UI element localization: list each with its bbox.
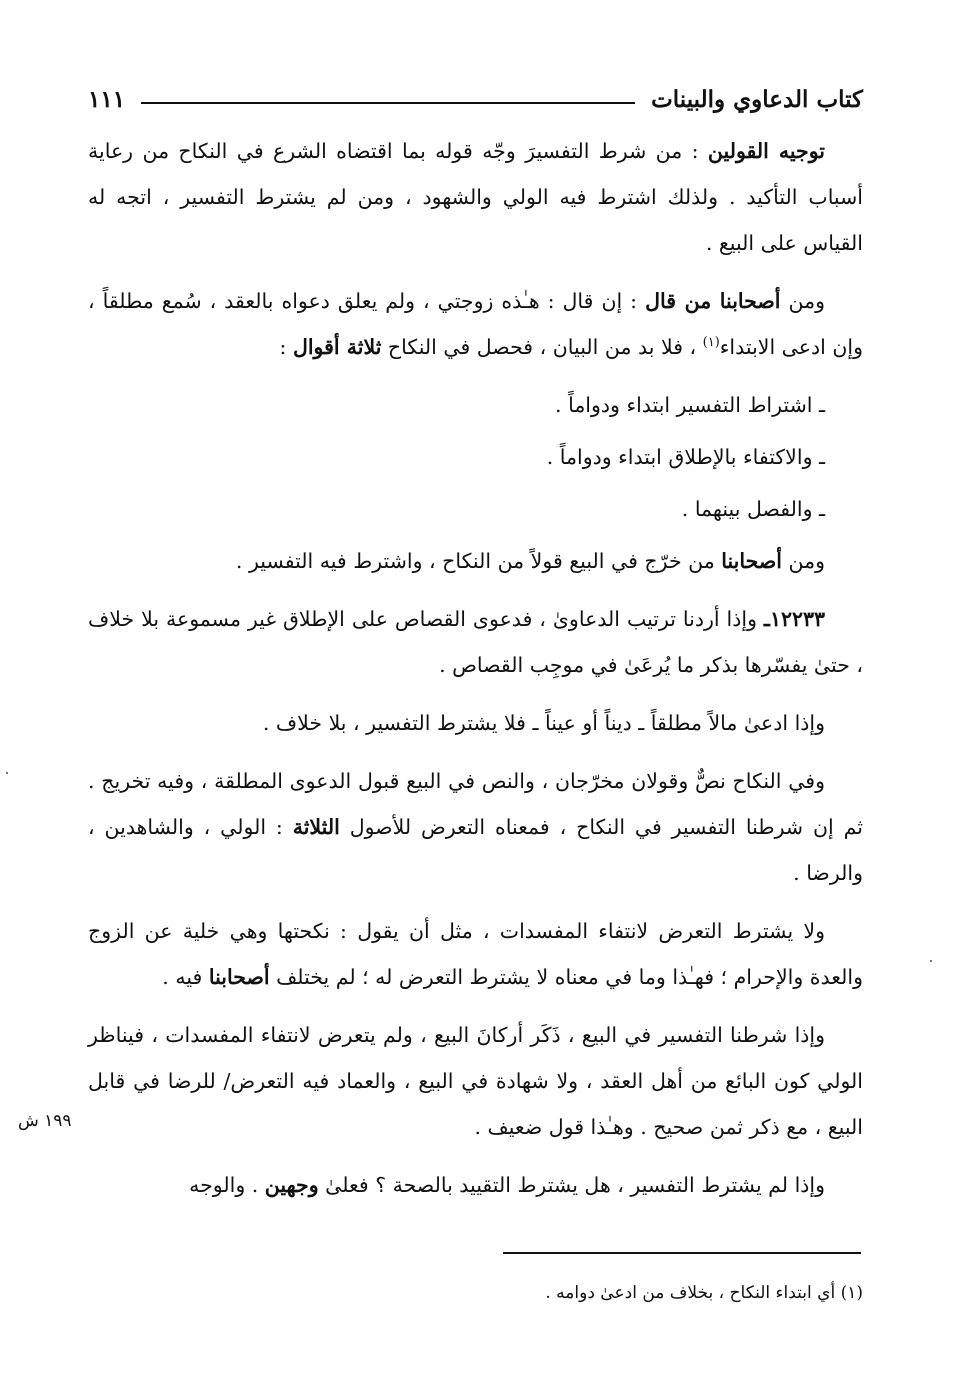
text-run: وإذا أردنا ترتيب الدعاوىٰ ، فدعوى القصاص على الإطلاق غير مسموعة بلا خلاف ، حتىٰ يفسّرها بذكر ما يُرعَىٰ في موجِب القصاص .: [88, 607, 863, 677]
list-item: ـ والاكتفاء بالإطلاق ابتداء ودواماً .: [546, 445, 825, 469]
paragraph-tawjih: [88, 128, 863, 266]
footnote-reference[interactable]: (١): [702, 335, 720, 351]
bold-run: وجهين: [264, 1173, 319, 1197]
paragraph-bay: وإذا شرطنا التفسير في البيع ، ذَكَر أركانَ البيع ، ولم يتعرض لانتفاء المفسدات ، فيناظر الولي كون البائع من أهل العقد ، ولا شهادة في البيع ، والعماد فيه التعرض/ للرضا في قابل البيع ، مع ذكر ثمن صحيح . وهـٰذا قول ضعيف .: [88, 1023, 863, 1139]
paragraph-last: [88, 1162, 863, 1208]
footnote-text: أي ابتداء النكاح ، بخلاف من ادعىٰ دوامه .: [545, 1283, 836, 1303]
text-run: وفي النكاح نصٌّ وقولان مخرّجان ، والنص في البيع قبول الدعوى المطلقة ، وفيه تخريج . ثم إن شرطنا التفسير في النكاح ، فمعناه التعرض للأصول: [88, 769, 863, 839]
section-paragraph: [88, 596, 863, 688]
text-run: :: [279, 335, 293, 359]
page-header: [88, 82, 863, 116]
text-run: : إن قال : هـٰذه زوجتي ، ولم يعلق دعواه بالعقد ، سُمع مطلقاً ، وإن ادعى الابتداء: [88, 289, 863, 359]
main-text: [88, 128, 863, 1220]
list-item: ـ اشتراط التفسير ابتداء ودواماً .: [555, 393, 825, 417]
text-run: . والوجه: [189, 1173, 265, 1197]
paragraph-text: : من شرط التفسيرَ وجّه قوله بما اقتضاه الشرع في النكاح من رعاية أسباب التأكيد . ولذلك اشترط فيه الولي والشهود ، ومن لم يشترط التفسير ، اتجه له القياس على البيع .: [88, 139, 863, 255]
paragraph-outcome: [88, 538, 863, 584]
scan-speck: [6, 772, 8, 774]
bold-run: أصحابنا: [208, 965, 270, 989]
text-run: ومن: [781, 549, 825, 573]
text-run: فيه .: [162, 965, 209, 989]
scan-speck: [930, 960, 932, 962]
bold-lead: توجيه القولين: [707, 139, 825, 163]
bold-run: أصحابنا: [721, 549, 782, 573]
header-rule: [141, 102, 635, 104]
text-run: : الولي ، والشاهدين ، والرضا .: [88, 815, 863, 885]
text-run: وإذا لم يشترط التفسير ، هل يشترط التقييد بالصحة ؟ فعلىٰ: [318, 1173, 825, 1197]
list-item: ـ والفصل بينهما .: [681, 497, 825, 521]
paragraph-ashabuna: [88, 278, 863, 370]
text-run: من خرّج في البيع قولاً من النكاح ، واشترط فيه التفسير .: [235, 549, 722, 573]
paragraph-nikah: [88, 758, 863, 896]
text-run: ومن: [780, 289, 825, 313]
footnote: [300, 1278, 863, 1308]
bold-run: ثلاثة أقوال: [292, 335, 382, 359]
footnote-rule: [503, 1252, 861, 1254]
running-title: كتاب الدعاوي والبينات: [651, 85, 863, 113]
paragraph-money: وإذا ادعىٰ مالاً مطلقاً ـ ديناً أو عيناً ـ فلا يشترط التفسير ، بلا خلاف .: [262, 711, 825, 735]
manuscript-folio-note: ١٩٩ ش: [18, 1111, 72, 1131]
text-run: ولا يشترط التعرض لانتفاء المفسدات ، مثل أن يقول : نكحتها وهي خلية عن الزوج والعدة والإحرام ؛ فهـٰذا وما في معناه لا يشترط التعرض له ؛ لم يختلف: [88, 919, 863, 989]
bold-run: أصحابنا من قال: [645, 289, 781, 313]
footnote-marker: (١): [840, 1283, 863, 1303]
bold-run: الثلاثة: [292, 815, 340, 839]
paragraph-mafasid: [88, 908, 863, 1000]
section-number: ١٢٢٣٣ـ: [763, 607, 825, 631]
text-run: ، فلا بد من البيان ، فحصل في النكاح: [381, 335, 703, 359]
page-number: ١١١: [88, 85, 126, 113]
